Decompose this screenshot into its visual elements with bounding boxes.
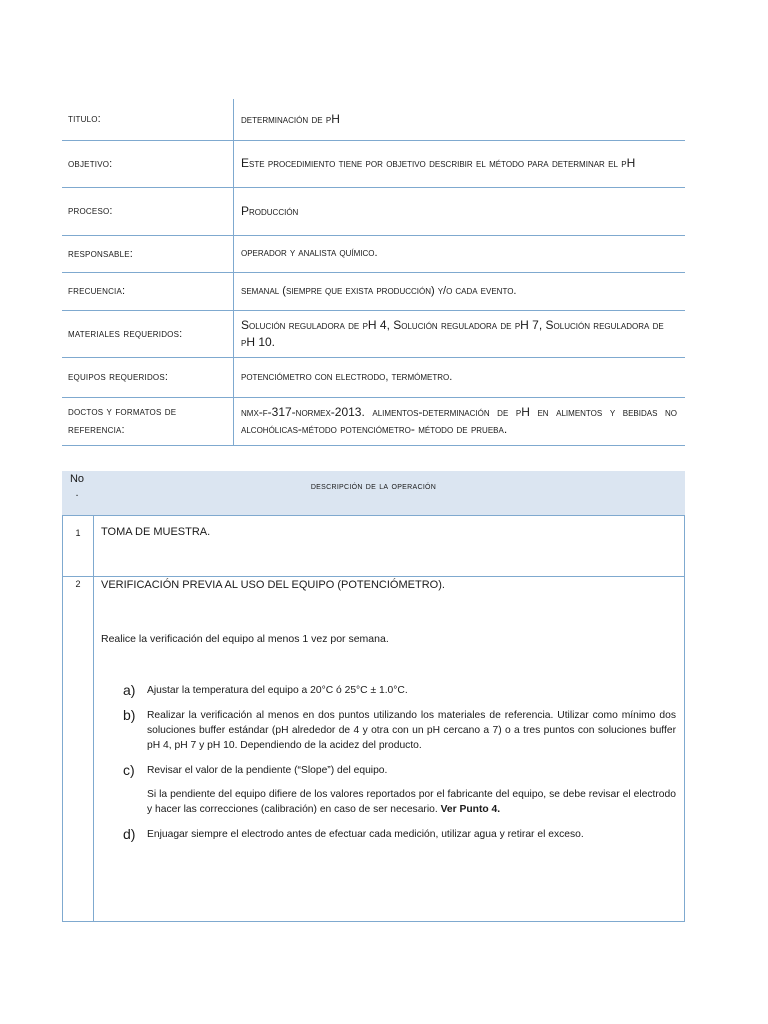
info-label: frecuencia: <box>62 272 234 310</box>
info-label: equipos requeridos: <box>62 357 234 397</box>
info-value: Solución reguladora de pH 4, Solución reguladora de pH 7, Solución reguladora de pH 10. <box>234 310 686 357</box>
operation-intro: Realice la verificación del equipo al menos 1 vez por semana. <box>101 633 389 645</box>
steps-list <box>101 683 676 842</box>
info-row-objetivo <box>62 140 685 187</box>
info-row-materiales <box>62 310 685 357</box>
step-item <box>123 708 676 753</box>
info-label: titulo: <box>62 99 234 140</box>
step-text: Revisar el valor de la pendiente (“Slope”) del equipo. <box>147 765 388 776</box>
info-value: nmx-f-317-normex-2013. alimentos-determinación de pH en alimentos y bebidas no alcohólicas-método potenciómetro- método de prueba. <box>234 397 686 445</box>
info-row-titulo <box>62 99 685 140</box>
info-row-doctos <box>62 397 685 445</box>
info-label: responsable: <box>62 235 234 272</box>
operation-number: 1 <box>63 516 94 577</box>
info-row-responsable <box>62 235 685 272</box>
info-value: determinación de pH <box>234 99 686 140</box>
operation-row <box>63 516 685 577</box>
step-item <box>123 683 676 698</box>
header-no: No . <box>69 473 85 499</box>
info-value: Producción <box>234 187 686 235</box>
info-value: operador y analista químico. <box>234 235 686 272</box>
info-value: Este procedimiento tiene por objetivo describir el método para determinar el pH <box>234 140 686 187</box>
step-letter: d) <box>123 826 136 842</box>
step-letter: c) <box>123 762 135 778</box>
step-text: Ajustar la temperatura del equipo a 20°C ó 25°C ± 1.0°C. <box>147 685 408 696</box>
info-row-frecuencia <box>62 272 685 310</box>
step-item <box>123 763 676 817</box>
info-table <box>62 99 685 446</box>
step-text: Enjuagar siempre el electrodo antes de efectuar cada medición, utilizar agua y retirar el exceso. <box>147 829 584 840</box>
step-text: Realizar la verificación al menos en dos puntos utilizando los materiales de referencia. Utilizar como mínimo dos soluciones buffer estándar (pH alrededor de 4 y otra con un pH cercano a 7) o a tres puntos con soluciones buffer pH 4, pH 7 y pH 10. Dependiendo de la acidez del producto. <box>147 710 676 751</box>
info-label: materiales requeridos: <box>62 310 234 357</box>
info-row-proceso <box>62 187 685 235</box>
header-description: descripción de la operación <box>310 481 437 492</box>
operation-title: VERIFICACIÓN PREVIA AL USO DEL EQUIPO (POTENCIÓMETRO). <box>101 579 445 591</box>
step-letter: a) <box>123 682 136 698</box>
step-subtext: Si la pendiente del equipo difiere de los valores reportados por el fabricante del equipo, se debe revisar el electrodo y hacer las correcciones (calibración) en caso de ser necesario. <box>147 789 676 815</box>
step-item <box>123 827 676 842</box>
step-reference: Ver Punto 4. <box>440 804 501 815</box>
step-letter: b) <box>123 707 136 723</box>
operations-header <box>62 471 685 515</box>
operation-title: TOMA DE MUESTRA. <box>101 526 211 538</box>
info-label: proceso: <box>62 187 234 235</box>
operation-row <box>63 577 685 922</box>
info-label: doctos y formatos de referencia: <box>62 397 234 445</box>
info-label: objetivo: <box>62 140 234 187</box>
info-value: potenciómetro con electrodo, termómetro. <box>234 357 686 397</box>
operation-number: 2 <box>63 577 94 922</box>
info-value: semanal (siempre que exista producción) y/o cada evento. <box>234 272 686 310</box>
operations-table <box>62 515 685 922</box>
info-row-equipos <box>62 357 685 397</box>
